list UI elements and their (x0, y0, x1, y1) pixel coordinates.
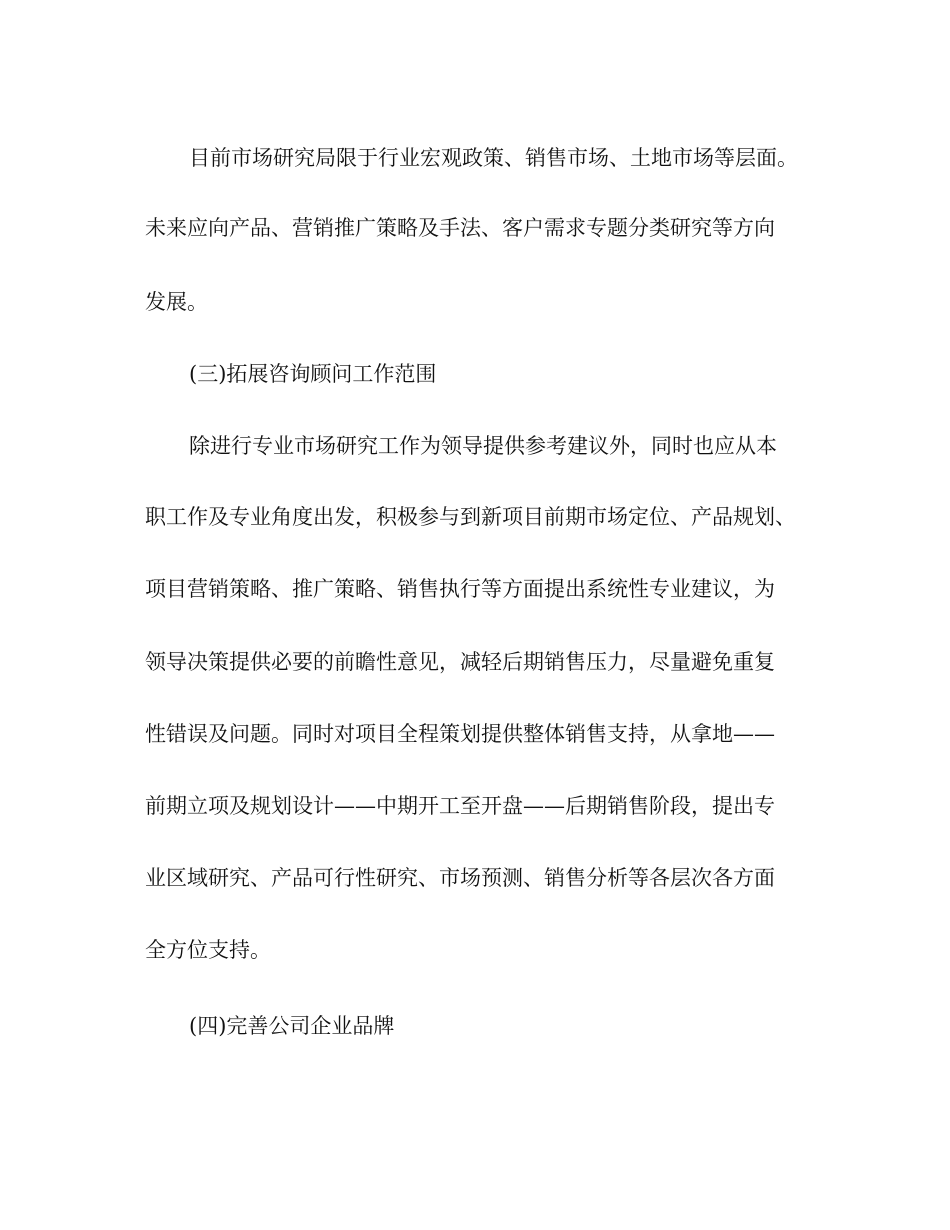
paragraph-line: 领导决策提供必要的前瞻性意见，减轻后期销售压力，尽量避免重复 (145, 650, 775, 674)
paragraph-line: 目前市场研究局限于行业宏观政策、销售市场、土地市场等层面。 (189, 146, 798, 170)
paragraph-line: 项目营销策略、推广策略、销售执行等方面提出系统性专业建议，为 (145, 577, 775, 601)
section-heading: (三)拓展咨询顾问工作范围 (189, 362, 437, 386)
paragraph-line: 全方位支持。 (145, 938, 271, 962)
paragraph-line: 性错误及问题。同时对项目全程策划提供整体销售支持，从拿地—— (145, 722, 775, 746)
paragraph-line: 业区域研究、产品可行性研究、市场预测、销售分析等各层次各方面 (145, 866, 775, 890)
paragraph-line: 前期立项及规划设计——中期开工至开盘——后期销售阶段，提出专 (145, 794, 775, 818)
paragraph-line: 职工作及专业角度出发，积极参与到新项目前期市场定位、产品规划、 (145, 505, 796, 529)
paragraph-line: 除进行专业市场研究工作为领导提供参考建议外，同时也应从本 (189, 434, 777, 458)
paragraph-line: 未来应向产品、营销推广策略及手法、客户需求专题分类研究等方向 (145, 216, 775, 240)
section-heading: (四)完善公司企业品牌 (189, 1014, 395, 1038)
paragraph-line: 发展。 (145, 290, 208, 314)
